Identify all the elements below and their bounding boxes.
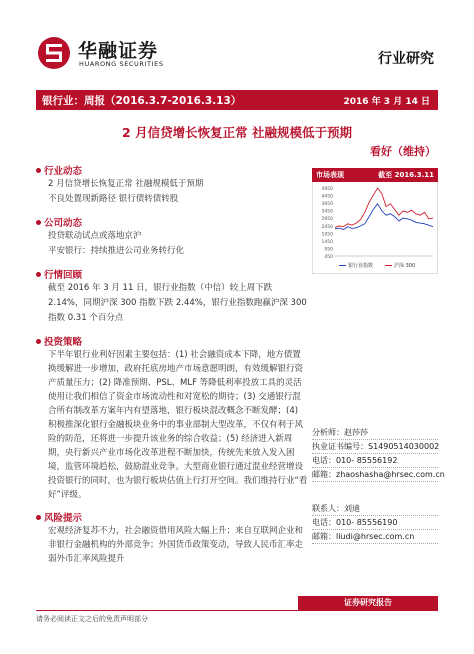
contact-phone: 电话：010- 85556190	[312, 516, 438, 530]
advice-text: 下半年银行业利好因素主要包括：(1) 社会融资成本下降，地方债置换缓解进一步增加，政府托底房地产市场意愿明朗，有效缓解银行资产质量压力；(2) 降准预期、PSL、MLF 等降低利率投放工具的灵活使用让我们相信了资金市场流动性和对宽松的期待；(3) 交通银行混合所有制改革方案年内有望落地，银行板块混改概念不断发酵；(4) 积极推深化银行金融板块业务中的事业部制大型改革，不仅有利于风险的防范，还将进一步提升该业务的综合收益；(5) 经济进入新周期，央行新兴产业市场化改革进程不断加快，传统先来放入发入困境，监管环境趋松，鼓励混业竞争。大型商业银行通过混业经营增设投资银行的同时，也为银行板块估值上行打开空间。我们维持行业“看好”评级。	[48, 350, 308, 500]
market-text: 截至 2016 年 3 月 11 日，银行业指数（中信）较上周下跌 2.14%，同期沪深 300 指数下跌 2.44%，银行业指数跑赢沪深 300 指数 0.31 个百分点	[48, 283, 307, 323]
analyst-name: 分析师：赵莎莎	[312, 426, 438, 440]
bullet-icon	[36, 168, 41, 173]
series-line-1	[335, 188, 433, 227]
contact-email[interactable]: 邮箱：liudi@hrsec.com.cn	[312, 530, 438, 544]
huarong-logo-icon	[37, 36, 71, 70]
section-risk	[36, 510, 308, 566]
legend-label: 沪深 300	[394, 263, 416, 269]
y-tick-label: 4950	[321, 187, 333, 192]
chart-date: 截至 2016.3.11	[378, 171, 434, 179]
footer-divider	[36, 610, 438, 611]
y-tick-label: 2950	[321, 217, 333, 223]
industry-line: 2 月信贷增长恢复正常 社融规模低于预期	[48, 179, 204, 189]
industry-line: 不良处置现新路径 银行债转债转股	[48, 194, 179, 204]
headline: 2 月信贷增长恢复正常 社融规模低于预期	[122, 125, 352, 140]
report-date: 2016 年 3 月 14 日	[343, 97, 430, 107]
chart-svg	[313, 182, 437, 272]
section-title: 投资策略	[44, 337, 83, 348]
risk-text: 宏观经济复苏不力，社会融资借用风险大幅上升；来自互联网企业和非银行金融机构的外部竞争；外国货币政策变动，导致人民币汇率走弱外币汇率风险提升	[48, 526, 304, 564]
brand-name-en: HUARONG SECURITIES	[79, 60, 164, 68]
series-line-0	[335, 204, 433, 230]
analyst-info	[312, 426, 445, 482]
y-tick-label: 4450	[321, 194, 333, 200]
y-tick-label: 1450	[321, 239, 333, 245]
bullet-icon	[36, 220, 41, 225]
footer-label: 证券研究报告	[298, 596, 438, 610]
bullet-icon	[36, 272, 41, 277]
disclaimer: 请务必阅读正文之后的免责声明部分	[36, 615, 148, 623]
analyst-email[interactable]: 邮箱：zhaoshasha@hrsec.com.cn	[312, 468, 438, 482]
rating: 看好（维持）	[370, 145, 436, 158]
section-title: 公司动态	[44, 218, 83, 229]
title-bar	[36, 90, 438, 110]
contact-info	[312, 502, 438, 544]
analyst-cert: 执业证书编号：S1490514030002	[312, 440, 438, 454]
bullet-icon	[36, 339, 41, 344]
y-tick-label: 450	[324, 255, 333, 260]
section-advice	[36, 334, 308, 502]
section-title: 行情回顾	[44, 270, 83, 281]
bullet-icon	[36, 515, 41, 520]
main-content	[36, 163, 308, 574]
y-tick-label: 3450	[321, 209, 333, 215]
section-title: 风险提示	[44, 513, 83, 524]
y-tick-label: 950	[324, 247, 333, 253]
company-line: 投贷联动试点或落地京沪	[48, 231, 142, 241]
brand-name-cn: 华融证券	[78, 40, 159, 62]
legend-label: 银行业指数	[348, 263, 374, 269]
y-tick-label: 3950	[321, 202, 333, 208]
document-type: 行业研究	[378, 51, 434, 67]
chart-title-bar	[312, 168, 438, 182]
section-title: 行业动态	[44, 166, 83, 177]
section-market	[36, 267, 308, 326]
y-tick-label: 2450	[321, 224, 333, 230]
chart-label: 市场表现	[316, 171, 344, 179]
report-title: 银行业：周报（2016.3.7-2016.3.13）	[42, 95, 242, 107]
contact-name: 联系人：刘迪	[312, 502, 438, 516]
section-industry	[36, 163, 308, 207]
market-performance-chart	[312, 182, 438, 274]
analyst-phone: 电话：010- 85556192	[312, 454, 438, 468]
y-tick-label: 1950	[321, 232, 333, 238]
company-line: 平安银行：持续推进公司业务转行化	[48, 246, 185, 256]
report-header	[0, 0, 474, 88]
section-company	[36, 215, 308, 259]
sidebar	[312, 168, 445, 544]
